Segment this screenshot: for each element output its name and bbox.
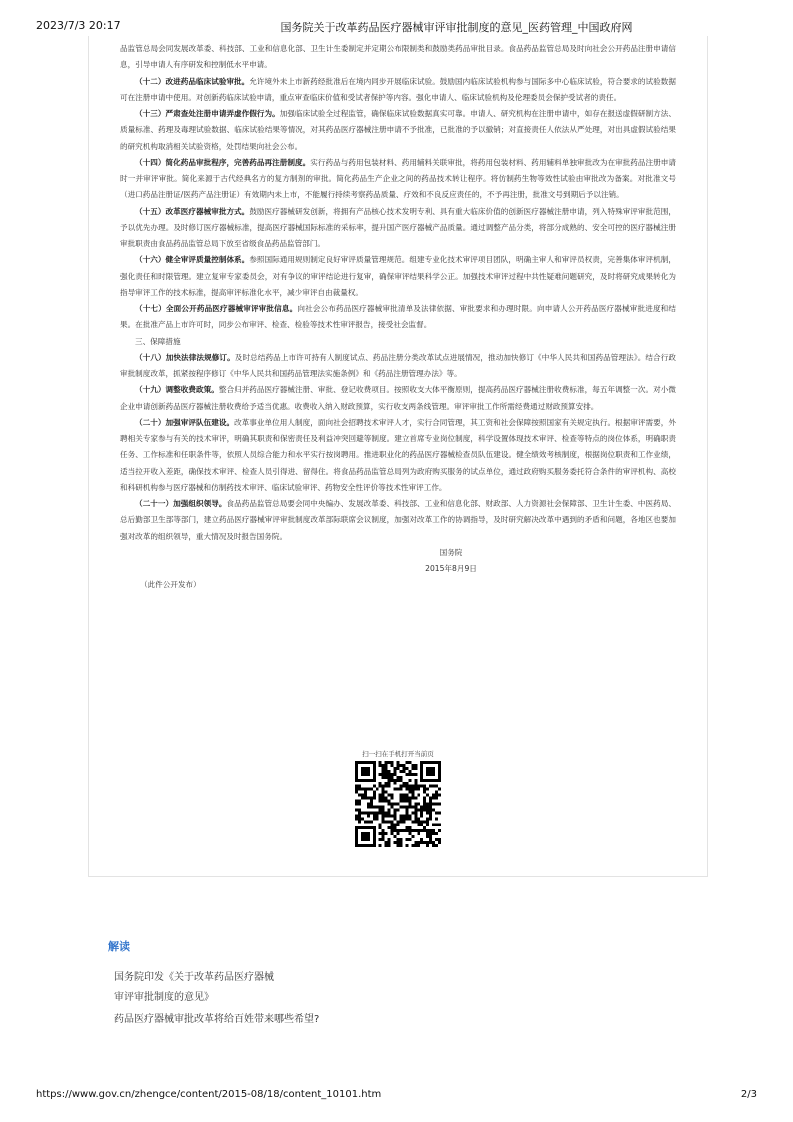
related-link-qa[interactable]: 药品医疗器械审批改革将给百姓带来哪些希望?	[114, 1014, 320, 1025]
section-heading: 三、保障措施	[135, 336, 181, 346]
clause-heading: （十八）加快法律法规修订。	[135, 352, 235, 362]
paragraph: （十六）健全审评质量控制体系。参照国际通用规则制定良好审评质量管理规范。组建专业化技术审评项目团队，明确主审人和审评员权责，完善集体审评机制，强化责任和时限管理。建立复审专家委员会，对有争议的审评结论进行复审，确保审评结果科学公正。加强技术审评过程中共性疑难问题研究，及时将研究成果转化为指导审评工作的技术标准，提高审评标准化水平，减少审评自由裁量权。	[120, 255, 677, 297]
clause-heading: （十九）调整收费政策。	[135, 385, 219, 395]
clause-heading: （十二）改进药品临床试验审批。	[135, 76, 250, 86]
clause-heading: （二十）加强审评队伍建设。	[135, 417, 235, 427]
paragraph: （十八）加快法律法规修订。及时总结药品上市许可持有人制度试点、药品注册分类改革试点进展情况，推动加快修订《中华人民共和国药品管理法》。结合行政审批制度改革，抓紧按程序修订《中华人民共和国药品管理法实施条例》和《药品注册管理办法》等。	[120, 352, 676, 378]
page-url: https://www.gov.cn/zhengce/content/2015-08/18/content_10101.htm	[36, 1089, 382, 1100]
related-section	[108, 938, 319, 1030]
paragraph: （十七）全面公开药品医疗器械审评审批信息。向社会公布药品医疗器械审批清单及法律依据、审批要求和办理时限。向申请人公开药品医疗器械审批进度和结果。在批准产品上市许可时，同步公布审评、检查、检验等技术性审评报告，接受社会监督。	[120, 304, 676, 330]
clause-heading: （十五）改革医疗器械审批方式。	[135, 206, 250, 216]
clause-heading: （二十一）加强组织领导。	[135, 499, 227, 508]
paragraph: （二十一）加强组织领导。食品药品监管总局要会同中央编办、发展改革委、科技部、工业和信息化部、财政部、人力资源社会保障部、卫生计生委、中医药局、总后勤部卫生部等部门，建立药品医疗器械审评审批制度改革部际联席会议制度，加强对改革工作的协调指导，及时研究解决改革中遇到的矛盾和问题，各地区也要加强对改革的组织领导，重大情况及时报告国务院。	[120, 499, 677, 541]
signer: 国务院	[439, 547, 463, 557]
related-link-interpretation[interactable]: 国务院印发《关于改革药品医疗器械 审评审批制度的意见》	[114, 972, 274, 1003]
page-number: 2/3	[740, 1089, 757, 1100]
paragraph: （十二）改进药品临床试验审批。允许境外未上市新药经批准后在境内同步开展临床试验。鼓励国内临床试验机构参与国际多中心临床试验，符合要求的试验数据可在注册申请中使用。对创新药临床试验申请，重点审查临床价值和受试者保护等内容。强化申请人、临床试验机构及伦理委员会保护受试者的责任。	[120, 76, 677, 102]
paragraph: （十九）调整收费政策。整合归并药品医疗器械注册、审批、登记收费项目。按照收支大体平衡原则，提高药品医疗器械注册收费标准，每五年调整一次。对小微企业申请创新药品医疗器械注册收费给予适当优惠。收费收入纳入财政预算，实行收支两条线管理。审评审批工作所需经费通过财政预算安排。	[120, 385, 676, 411]
publish-note: （此件公开发布）	[140, 580, 201, 590]
paragraph: （二十）加强审评队伍建设。改革事业单位用人制度，面向社会招聘技术审评人才，实行合同管理，其工资和社会保障按照国家有关规定执行。根据审评需要，外聘相关专家参与有关的技术审评，明确其职责和保密责任及利益冲突回避等制度。建立首席专业岗位制度，科学设置体现技术审评、检查等特点的岗位体系，明确职责任务、工作标准和任职条件等，依照人员综合能力和水平实行按岗聘用。推进职业化的药品医疗器械检查员队伍建设。健全绩效考核制度，根据岗位职责和工作业绩，适当拉开收入差距，确保技术审评、检查人员引得进、留得住。将食品药品监管总局列为政府购买服务的试点单位，通过政府购买服务委托符合条件的审评机构、高校和科研机构参与医疗器械和仿制药技术审评、临床试验审评、药物安全性评价等技术性审评工作。	[120, 417, 676, 492]
paragraph: （十四）简化药品审批程序，完善药品再注册制度。实行药品与药用包装材料、药用辅料关联审批，将药用包装材料、药用辅料单独审批改为在审批药品注册申请时一并审评审批。简化来源于古代经典名方的复方制剂的审批。简化药品生产企业之间的药品技术转让程序。将仿制药生物等效性试验由审批改为备案。对批准文号（进口药品注册证/医药产品注册证）有效期内未上市，不能履行持续考察药品质量、疗效和不良反应责任的，不予再注册，批准文号到期后予以注销。	[120, 157, 676, 200]
clause-heading: （十六）健全审评质量控制体系。	[135, 255, 250, 265]
article-body	[120, 41, 676, 594]
paragraph: （十三）严肃查处注册申请弄虚作假行为。加强临床试验全过程监管，确保临床试验数据真实可靠。申请人、研究机构在注册申请中，如存在报送虚假研制方法、质量标准、药理及毒理试验数据、临床试验结果等情况，对其药品医疗器械注册申请不予批准，已批准的予以撤销；对直接责任人依法从严处理，对出具虚假试验结果的研究机构取消相关试验资格，处罚结果向社会公布。	[120, 109, 676, 151]
paragraph: （十五）改革医疗器械审批方式。鼓励医疗器械研发创新，将拥有产品核心技术发明专利、具有重大临床价值的创新医疗器械注册申请，列入特殊审评审批范围，予以优先办理。及时修订医疗器械标准，提高医疗器械国际标准的采标率，提升国产医疗器械产品质量。通过调整产品分类，将部分成熟的、安全可控的医疗器械注册审批职责由食品药品监管总局下放至省级食品药品监管部门。	[120, 206, 677, 248]
related-heading: 解读	[108, 940, 130, 953]
page-title: 国务院关于改革药品医疗器械审评审批制度的意见_医药管理_中国政府网	[280, 21, 633, 34]
print-datetime: 2023/7/3 20:17	[36, 19, 121, 32]
qr-caption: 扫一扫在手机打开当前页	[362, 750, 434, 758]
clause-heading: （十七）全面公开药品医疗器械审评审批信息。	[135, 304, 298, 313]
qr-block	[350, 749, 446, 847]
sign-date: 2015年8月9日	[425, 564, 477, 573]
clause-heading: （十四）简化药品审批程序，完善药品再注册制度。	[135, 157, 311, 167]
paragraph: 品监管总局会同发展改革委、科技部、工业和信息化部、卫生计生委制定并定期公布限制类和鼓励类药品审批目录。食品药品监管总局及时向社会公开药品注册申请信息，引导申请人有序研发和控制低水平申请。	[120, 44, 676, 70]
qr-code	[355, 761, 441, 847]
clause-heading: （十三）严肃查处注册申请弄虚作假行为。	[135, 109, 280, 118]
